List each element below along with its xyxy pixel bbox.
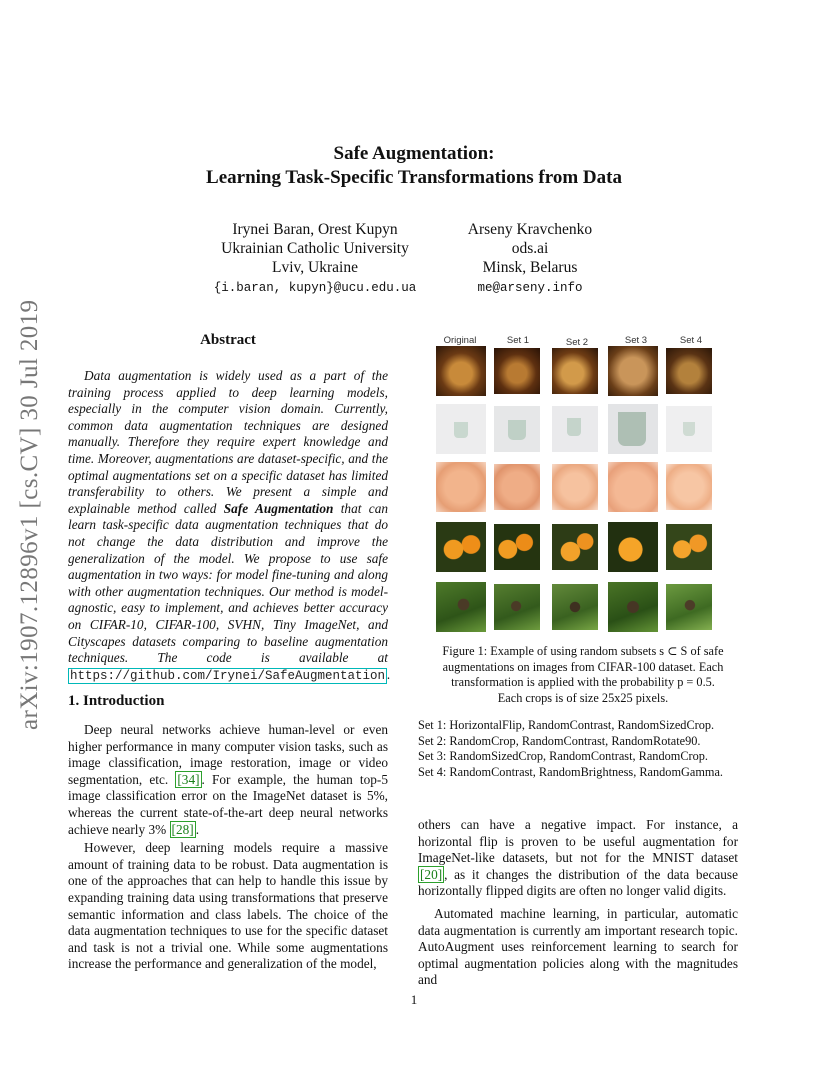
image-oranges-set4 xyxy=(666,524,712,570)
fig-header-original: Original xyxy=(443,335,477,346)
code-link[interactable]: https://github.com/Irynei/SafeAugmentation xyxy=(70,668,386,683)
figure-1-caption xyxy=(418,644,748,706)
right-p1-text-a: others can have a negative impact. For instance, a horizontal flip is proven to be useful augmentation for ImageNet-like datasets, but not for the MNIST dataset xyxy=(418,817,738,866)
abstract-body xyxy=(68,368,391,684)
page-number: 1 xyxy=(410,992,418,1007)
image-lion-set3 xyxy=(608,346,658,396)
right-p1-text-b: , as it changes the distribution of the data because horizontally flipped digits are often no longer valid digits. xyxy=(418,866,738,899)
paper-title-line1: Safe Augmentation: xyxy=(333,143,495,164)
author-location-right: Minsk, Belarus xyxy=(482,259,578,276)
author-email-left: {i.baran, kupyn}@ucu.edu.ua xyxy=(213,281,417,295)
citation-28[interactable]: [28] xyxy=(171,821,194,837)
intro-p1-text-a: Deep neural networks achieve human-level or even higher performance in many computer vision tasks, such as image classification, image restoration, image or video segmentation, etc. xyxy=(68,722,388,787)
citation-34[interactable]: [34] xyxy=(177,771,200,787)
image-mug-original xyxy=(436,404,486,454)
caption-line-3: transformation is applied with the probability p = 0.5. xyxy=(451,675,715,689)
abstract-text-part1: Data augmentation is widely used as a part of the training process applied to deep learning models, especially in the computer vision domain. Currently, common data augmentation techniques are designed manually. Therefore they require expert knowledge and time. Moreover, augmentations are dataset-specific, and the optimal augmentations set on a specific dataset has limited transferability to others. We present a simple and explainable method called xyxy=(68,368,388,516)
image-bee-set4 xyxy=(666,584,712,630)
intro-heading: 1. Introduction xyxy=(68,693,165,709)
image-bee-set1 xyxy=(494,584,540,630)
image-oranges-set1 xyxy=(494,524,540,570)
author-block-right xyxy=(430,220,630,298)
image-baby-set3 xyxy=(608,462,658,512)
author-location-left: Lviv, Ukraine xyxy=(272,259,358,276)
image-bee-set3 xyxy=(608,582,658,632)
caption-line-4: Each crops is of size 25x25 pixels. xyxy=(497,690,669,705)
author-affiliation-left: Ukrainian Catholic University xyxy=(221,240,409,257)
author-email-right: me@arseny.info xyxy=(477,281,583,295)
intro-p1-text-c: . xyxy=(195,821,200,837)
image-lion-set2 xyxy=(552,348,598,394)
arxiv-stamp: arXiv:1907.12896v1 [cs.CV] 30 Jul 2019 xyxy=(16,299,43,730)
image-baby-set2 xyxy=(552,464,598,510)
image-baby-original xyxy=(436,462,486,512)
abstract-end: . xyxy=(387,666,391,682)
image-baby-set4 xyxy=(666,464,712,510)
image-bee-set2 xyxy=(552,584,598,630)
fig-header-set4: Set 4 xyxy=(679,335,703,346)
image-lion-set1 xyxy=(494,348,540,394)
intro-p2: However, deep learning models require a massive amount of training data to be robust. Data augmentation is one of the approaches that can help to handle this issue by expanding training data using transformations that preserve semantic information and class labels. The choice of the data augmentation techniques to use for the specific dataset and task is not a trivial one. While some augmentations increase the performance and generalization of the model, xyxy=(68,840,388,972)
image-lion-original xyxy=(436,346,486,396)
citation-20[interactable]: [20] xyxy=(420,866,443,882)
image-mug-set4 xyxy=(666,406,712,452)
image-mug-set1 xyxy=(494,406,540,452)
intro-body xyxy=(68,722,388,973)
image-bee-original xyxy=(436,582,486,632)
abstract-heading: Abstract xyxy=(200,332,256,348)
image-lion-set4 xyxy=(666,348,712,394)
paper-title-line2: Learning Task-Specific Transformations from Data xyxy=(206,167,622,188)
caption-line-2: augmentations on images from CIFAR-100 dataset. Each xyxy=(442,659,724,674)
fig-header-set3: Set 3 xyxy=(624,335,648,346)
fig-header-set1: Set 1 xyxy=(506,335,530,346)
fig-header-set2: Set 2 xyxy=(565,337,589,348)
image-baby-set1 xyxy=(494,464,540,510)
right-p2: Automated machine learning, in particular, automatic data augmentation is currently am important research topic. AutoAugment uses reinforcement learning to search for optimal augmentation policies along with the magnitudes and xyxy=(418,905,738,988)
figure-1 xyxy=(432,332,722,632)
image-mug-set3 xyxy=(608,404,658,454)
set-2: Set 2: RandomCrop, RandomContrast, RandomRotate90. xyxy=(418,733,701,748)
author-names-right: Arseny Kravchenko xyxy=(467,221,593,238)
image-oranges-set3 xyxy=(608,522,658,572)
abstract-text-part2: that can learn task-specific data augmentation techniques that do not change the data distribution and improve the generalization of the model. We propose to use safe augmentation in two ways: for model fine-tuning and along with other augmentation techniques. Our method is model-agnostic, easy to implement, and achieves better accuracy on CIFAR-10, CIFAR-100, SVHN, Tiny ImageNet, and Cityscapes datasets comparing to baseline augmentation techniques. The code is available at xyxy=(68,500,388,666)
image-oranges-original xyxy=(436,522,486,572)
set-4: Set 4: RandomContrast, RandomBrightness, RandomGamma. xyxy=(418,764,724,779)
image-mug-set2 xyxy=(552,406,598,452)
caption-line-1: Figure 1: Example of using random subsets s ⊂ S of safe xyxy=(442,644,724,658)
author-affiliation-right: ods.ai xyxy=(511,240,549,257)
set-1: Set 1: HorizontalFlip, RandomContrast, RandomSizedCrop. xyxy=(418,718,715,732)
author-names-left: Irynei Baran, Orest Kupyn xyxy=(232,221,398,238)
abstract-method-name: Safe Augmentation xyxy=(223,500,334,516)
right-column-body xyxy=(418,817,738,989)
author-block-left xyxy=(190,220,440,298)
set-3: Set 3: RandomSizedCrop, RandomContrast, RandomCrop. xyxy=(418,749,708,763)
augmentation-sets-list xyxy=(418,718,758,780)
intro-p1-text-b: . For example, the human top-5 image classification error on the ImageNet dataset is 5%, whereas the current state-of-the-art deep neural networks achieve nearly 3% xyxy=(68,771,388,837)
image-oranges-set2 xyxy=(552,524,598,570)
